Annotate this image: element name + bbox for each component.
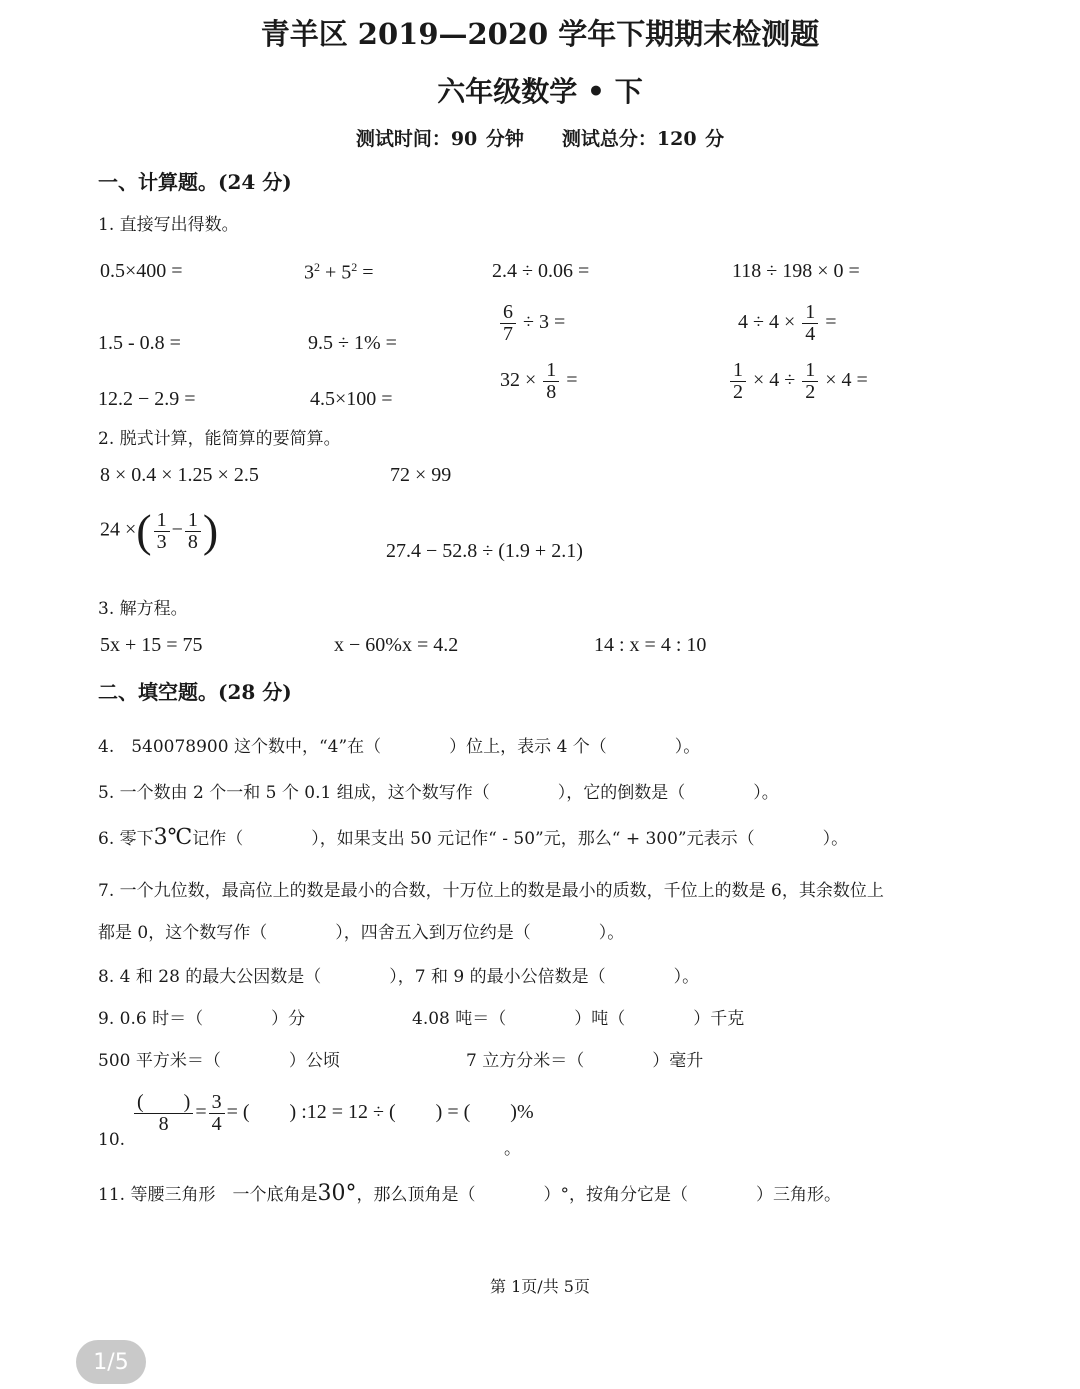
section-1-heading: 一、计算题。(24 分): [98, 170, 292, 194]
question-10-expression: [132, 1092, 534, 1135]
calc-7-fraction: $\frac{6}{7}$: [500, 302, 516, 345]
question-7-line-1: 7. 一个九位数，最高位上的数是最小的合数，十万位上的数是最小的质数，千位上的数是 6，其余数位上: [98, 881, 884, 901]
page-indicator[interactable]: 1/5: [76, 1340, 146, 1384]
question-8: 8. 4 和 28 的最大公因数是（ ），7 和 9 的最小公倍数是（ ）。: [98, 967, 700, 987]
equation-2: x − 60%x = 4.2: [334, 634, 459, 656]
calc-8-post: =: [825, 311, 837, 334]
calc-6: 9.5 ÷ 1% =: [308, 332, 397, 354]
question-10-eq: =: [195, 1101, 207, 1124]
calc-12-mid: × 4 ÷: [753, 369, 796, 392]
calc-11-post: =: [566, 369, 578, 392]
step-calc-1: 8 × 0.4 × 1.25 × 2.5: [100, 464, 259, 486]
q1-prompt: 1. 直接写出得数。: [98, 215, 239, 235]
step-calc-2: 72 × 99: [390, 464, 452, 486]
q3-prompt: 3. 解方程。: [98, 599, 188, 619]
calc-1: 0.5×400 =: [100, 260, 183, 282]
calc-2-eq: =: [362, 261, 374, 284]
step-calc-3-fraction-2: $\frac{1}{8}$: [185, 510, 201, 553]
calc-2-base1: 3: [304, 261, 314, 284]
calc-7-rest: ÷ 3 =: [523, 311, 566, 334]
step-calc-3-pre: 24 ×: [100, 518, 137, 541]
calc-2-exp2: 2: [351, 260, 358, 274]
calc-2-base2: + 5: [325, 261, 352, 284]
question-9-c: 500 平方米＝（ ）公顷: [98, 1051, 340, 1071]
question-7-line-2: 都是 0，这个数写作（ ），四舍五入到万位约是（ ）。: [98, 923, 625, 943]
calc-12: [728, 360, 868, 403]
calc-3: 2.4 ÷ 0.06 =: [492, 260, 590, 282]
step-calc-3-fraction-1: $\frac{1}{3}$: [154, 510, 170, 553]
question-4: 4. 540078900 这个数中，“4”在（ ）位上，表示 4 个（ ）。: [98, 737, 701, 757]
question-6-pre: 6. 零下: [98, 829, 154, 849]
step-calc-4: 27.4 − 52.8 ÷ (1.9 + 2.1): [386, 540, 583, 562]
question-10-label: 10.: [98, 1130, 126, 1150]
question-9-b: 4.08 吨＝（ ）吨（ ）千克: [412, 1009, 745, 1029]
question-11: [98, 1180, 841, 1206]
question-6-temperature: 3℃: [153, 825, 193, 850]
question-11-post: ，那么顶角是（ ）°，按角分它是（ ）三角形。: [356, 1185, 841, 1205]
question-11-pre: 11. 等腰三角形 一个底角是: [98, 1185, 318, 1205]
exam-meta: 测试时间：90 分钟 测试总分：120 分: [355, 128, 725, 150]
question-5: 5. 一个数由 2 个一和 5 个 0.1 组成，这个数写作（ ），它的倒数是（ ）。: [98, 783, 779, 803]
equation-3: 14 : x = 4 : 10: [594, 634, 707, 656]
close-paren: ): [202, 505, 219, 556]
question-6: [98, 824, 848, 850]
question-10-rest: = ( ) :12 = 12 ÷ ( ) = ( )%: [226, 1101, 534, 1124]
calc-8: [738, 302, 837, 345]
question-11-angle: 30°: [317, 1181, 357, 1206]
exam-title: 青羊区 2019—2020 学年下期期末检测题: [260, 17, 820, 51]
page-number: 第 1页/共 5页: [490, 1277, 590, 1296]
equation-1: 5x + 15 = 75: [100, 634, 203, 656]
calc-4: 118 ÷ 198 × 0 =: [732, 260, 860, 282]
exam-subtitle: 六年级数学 • 下: [437, 75, 643, 108]
calc-7: [498, 302, 565, 345]
calc-10: 4.5×100 =: [310, 388, 393, 410]
question-10-dot: 。: [504, 1139, 521, 1159]
question-9-a: 9. 0.6 时＝（ ）分: [98, 1009, 306, 1029]
section-2-heading: 二、填空题。(28 分): [98, 680, 292, 704]
calc-11-pre: 32 ×: [500, 369, 537, 392]
question-9-d: 7 立方分米＝（ ）毫升: [466, 1051, 704, 1071]
calc-8-fraction: $\frac{1}{4}$: [802, 302, 818, 345]
question-10-fraction-2: $\frac{3}{4}$: [209, 1092, 225, 1135]
step-calc-3-minus: −: [171, 518, 183, 541]
calc-2: [304, 260, 374, 285]
calc-5: 1.5 - 0.8 =: [98, 332, 181, 354]
q2-prompt: 2. 脱式计算，能简算的要简算。: [98, 429, 341, 449]
question-6-post: 记作（ ），如果支出 50 元记作“ - 50”元，那么“ + 300”元表示（ ）。: [192, 829, 849, 849]
question-10-fraction-1: $\frac{( )}{8}$: [134, 1092, 193, 1135]
step-calc-3: [100, 505, 219, 556]
calc-12-fraction-1: $\frac{1}{2}$: [730, 360, 746, 403]
calc-11: [500, 360, 578, 403]
calc-11-fraction: $\frac{1}{8}$: [543, 360, 559, 403]
calc-9: 12.2 − 2.9 =: [98, 388, 196, 410]
open-paren: (: [136, 505, 152, 556]
calc-2-exp1: 2: [314, 260, 320, 274]
calc-12-post: × 4 =: [825, 369, 868, 392]
calc-8-pre: 4 ÷ 4 ×: [738, 311, 796, 334]
calc-12-fraction-2: $\frac{1}{2}$: [802, 360, 818, 403]
